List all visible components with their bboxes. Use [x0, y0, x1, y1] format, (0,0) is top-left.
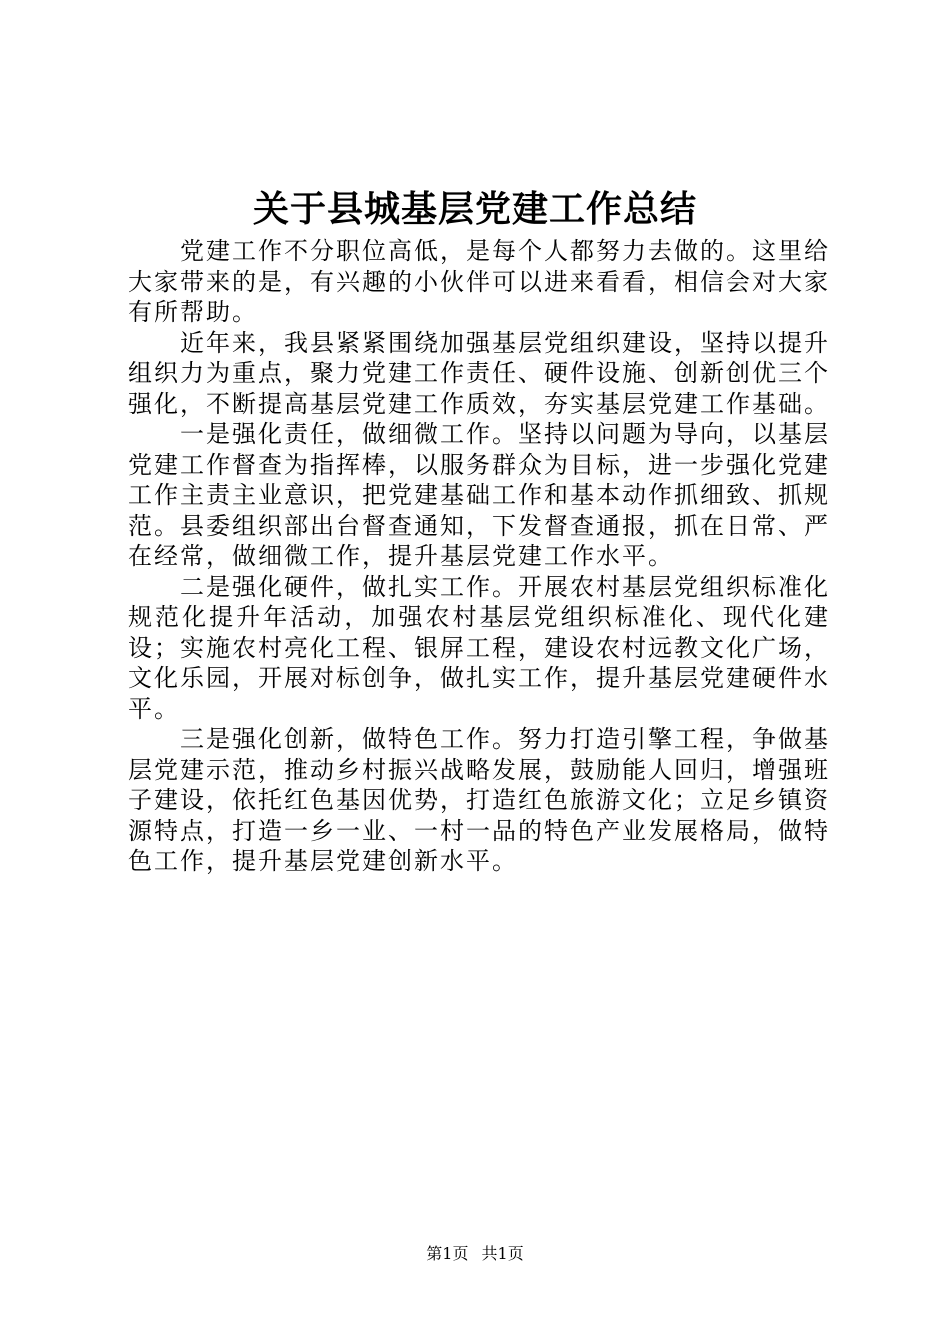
page-footer: [0, 1244, 950, 1264]
document-body: [128, 236, 830, 877]
paragraph-intro: 党建工作不分职位高低，是每个人都努力去做的。这里给大家带来的是，有兴趣的小伙伴可以进来看看，相信会对大家有所帮助。: [128, 237, 830, 326]
page-title: 关于县城基层党建工作总结: [252, 188, 697, 230]
page-total: 共1页: [481, 1244, 524, 1263]
page-number: 第1页: [426, 1244, 469, 1263]
paragraph-responsibility: 一是强化责任，做细微工作。坚持以问题为导向，以基层党建工作督查为指挥棒，以服务群众为目标，进一步强化党建工作主责主业意识，把党建基础工作和基本动作抓细致、抓规范。县委组织部出台督查通知，下发督查通报，抓在日常、严在经常，做细微工作，提升基层党建工作水平。: [128, 420, 830, 570]
paragraph-innovation: 三是强化创新，做特色工作。努力打造引擎工程，争做基层党建示范，推动乡村振兴战略发展，鼓励能人回归，增强班子建设，依托红色基因优势，打造红色旅游文化；立足乡镇资源特点，打造一乡一业、一村一品的特色产业发展格局，做特色工作，提升基层党建创新水平。: [128, 725, 830, 875]
paragraph-hardware: 二是强化硬件，做扎实工作。开展农村基层党组织标准化规范化提升年活动，加强农村基层党组织标准化、现代化建设；实施农村亮化工程、银屏工程，建设农村远教文化广场，文化乐园，开展对标创争，做扎实工作，提升基层党建硬件水平。: [128, 572, 830, 723]
paragraph-overview: 近年来，我县紧紧围绕加强基层党组织建设，坚持以提升组织力为重点，聚力党建工作责任、硬件设施、创新创优三个强化，不断提高基层党建工作质效，夯实基层党建工作基础。: [128, 328, 830, 418]
